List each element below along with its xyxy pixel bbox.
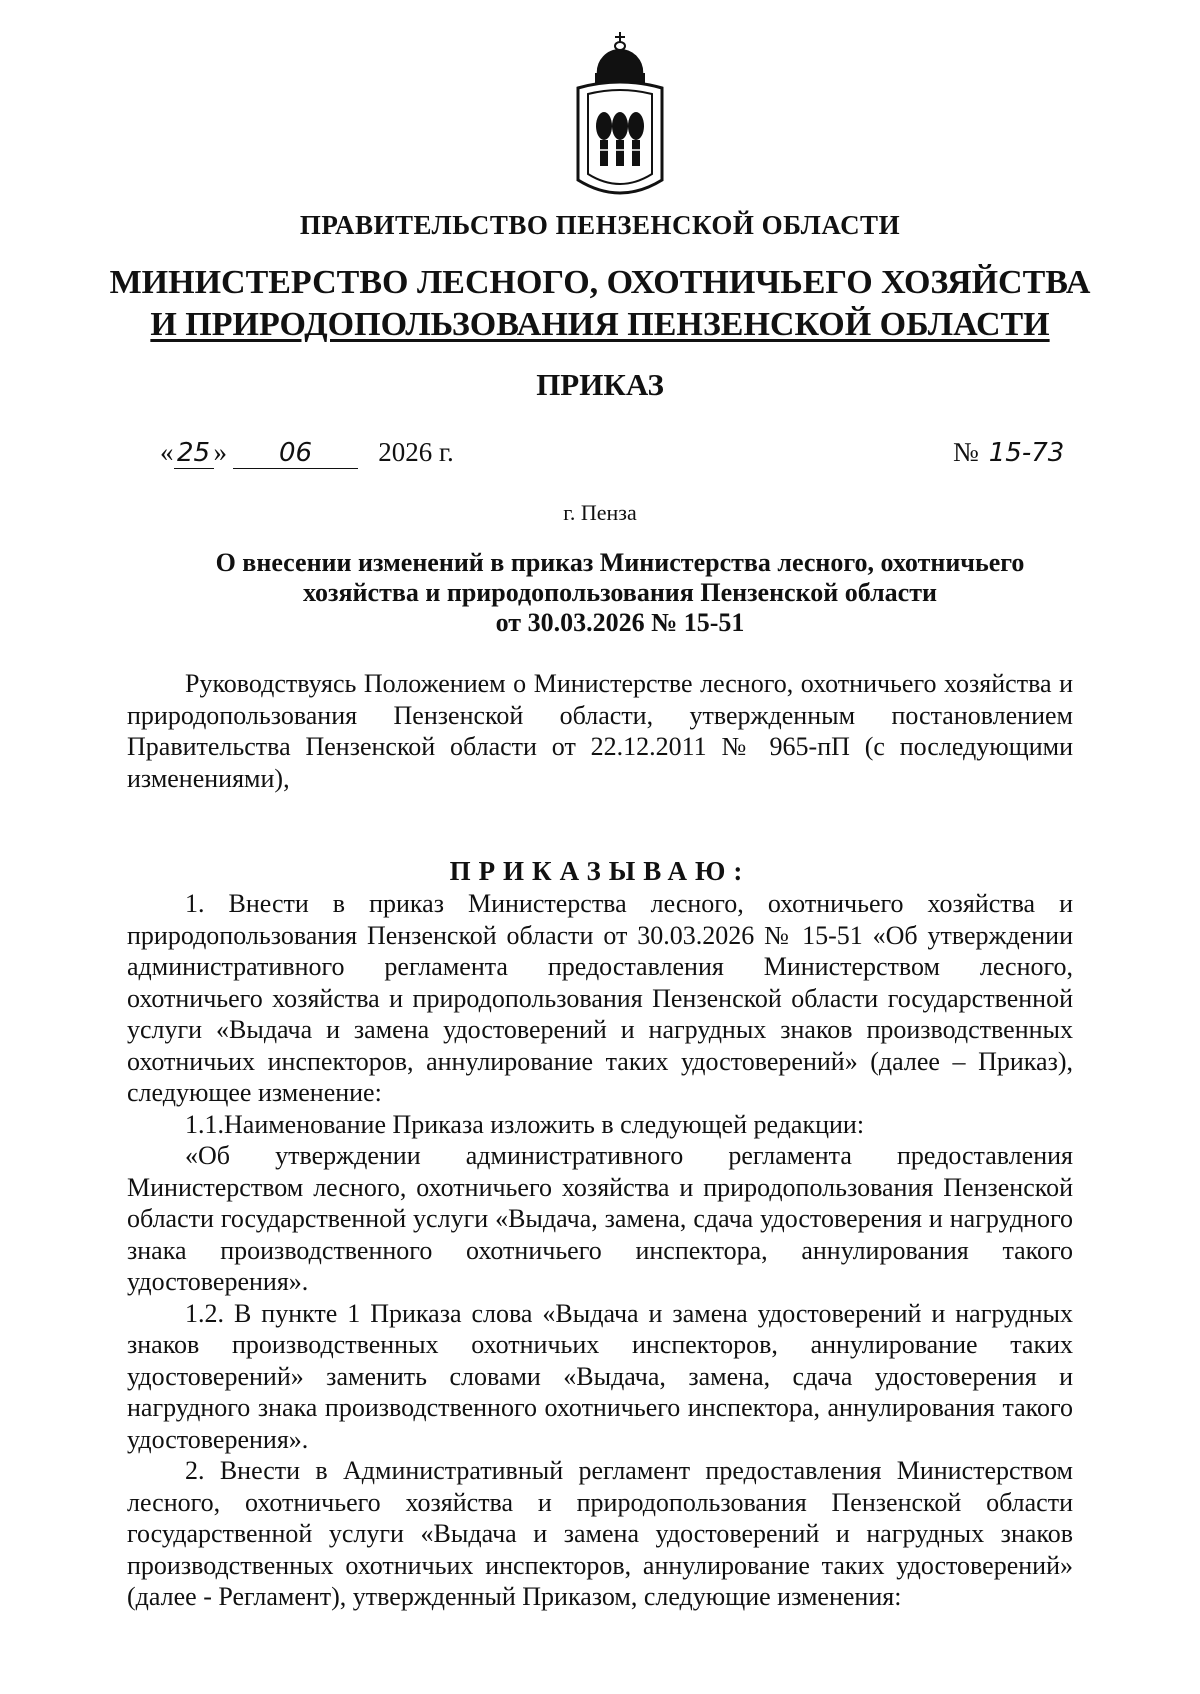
preamble	[127, 668, 1073, 794]
government-name: ПРАВИТЕЛЬСТВО ПЕНЗЕНСКОЙ ОБЛАСТИ	[299, 210, 901, 240]
date-year: 2026 г.	[378, 437, 454, 467]
city-name: г. Пенза	[563, 500, 637, 525]
title-line-3: от 30.03.2026 № 15-51	[495, 608, 745, 637]
paragraph-1-1-text: «Об утверждении административного регламента предоставления Министерством лесного, охотничьего хозяйства и природопользования Пензенской области государственной услуги «Выдача, замена, сдача удостоверения и нагрудного знака производственного охотничьего инспектора, аннулирования такого удостоверения».	[127, 1141, 1073, 1296]
document-date	[160, 437, 454, 469]
number-prefix: №	[953, 437, 979, 467]
title-line-2: хозяйства и природопользования Пензенской области	[303, 578, 937, 607]
document-title	[180, 548, 1060, 638]
ministry-name	[0, 262, 1200, 346]
document-type: ПРИКАЗ	[536, 367, 664, 402]
paragraph-1-1: 1.1.Наименование Приказа изложить в следующей редакции:	[185, 1109, 865, 1139]
paragraph-2: 2. Внести в Административный регламент предоставления Министерством лесного, охотничьего хозяйства и природопользования Пензенской области государственной услуги «Выдача и замена удостоверений и нагрудных знаков производственных охотничьих инспекторов, аннулирование таких удостоверений» (далее - Регламент), утвержденный Приказом, следующие изменения:	[127, 1456, 1073, 1611]
preamble-text: Руководствуясь Положением о Министерстве лесного, охотничьего хозяйства и природопользования Пензенской области, утвержденным постановлением Правительства Пензенской области от 22.12.2011 № 965-пП (с последующими изменениями),	[127, 669, 1073, 793]
ministry-name-line-2: И ПРИРОДОПОЛЬЗОВАНИЯ ПЕНЗЕНСКОЙ ОБЛАСТИ	[150, 306, 1050, 343]
number-value: 15-73	[988, 438, 1065, 468]
title-line-1: О внесении изменений в приказ Министерства лесного, охотничьего	[215, 548, 1025, 577]
ministry-name-line-1: МИНИСТЕРСТВО ЛЕСНОГО, ОХОТНИЧЬЕГО ХОЗЯЙСТВА	[109, 264, 1091, 301]
date-month: 06	[233, 438, 358, 469]
date-day: 25	[174, 438, 214, 469]
paragraph-1-2: 1.2. В пункте 1 Приказа слова «Выдача и замена удостоверений и нагрудных знаков производственных охотничьих инспекторов, аннулирование таких удостоверений» заменить словами «Выдача, замена, сдача удостоверения и нагрудного знака производственного охотничьего инспектора, аннулирования такого удостоверения».	[127, 1298, 1073, 1454]
date-close-quote: »	[213, 437, 227, 467]
document-number	[953, 437, 1068, 468]
date-open-quote: «	[160, 437, 174, 467]
coat-of-arms-emblem	[568, 30, 672, 210]
paragraph-1: 1. Внести в приказ Министерства лесного, охотничьего хозяйства и природопользования Пензенской области от 30.03.2026 № 15-51 «Об утверждении административного регламента предоставления Министерством лесного, охотничьего хозяйства и природопользования Пензенской области государственной услуги «Выдача и замена удостоверений и нагрудных знаков производственных охотничьих инспекторов, аннулирование таких удостоверений» (далее – Приказ), следующее изменение:	[127, 889, 1073, 1107]
document-body	[127, 888, 1073, 1613]
orders-heading: ПРИКАЗЫВАЮ:	[449, 856, 751, 886]
